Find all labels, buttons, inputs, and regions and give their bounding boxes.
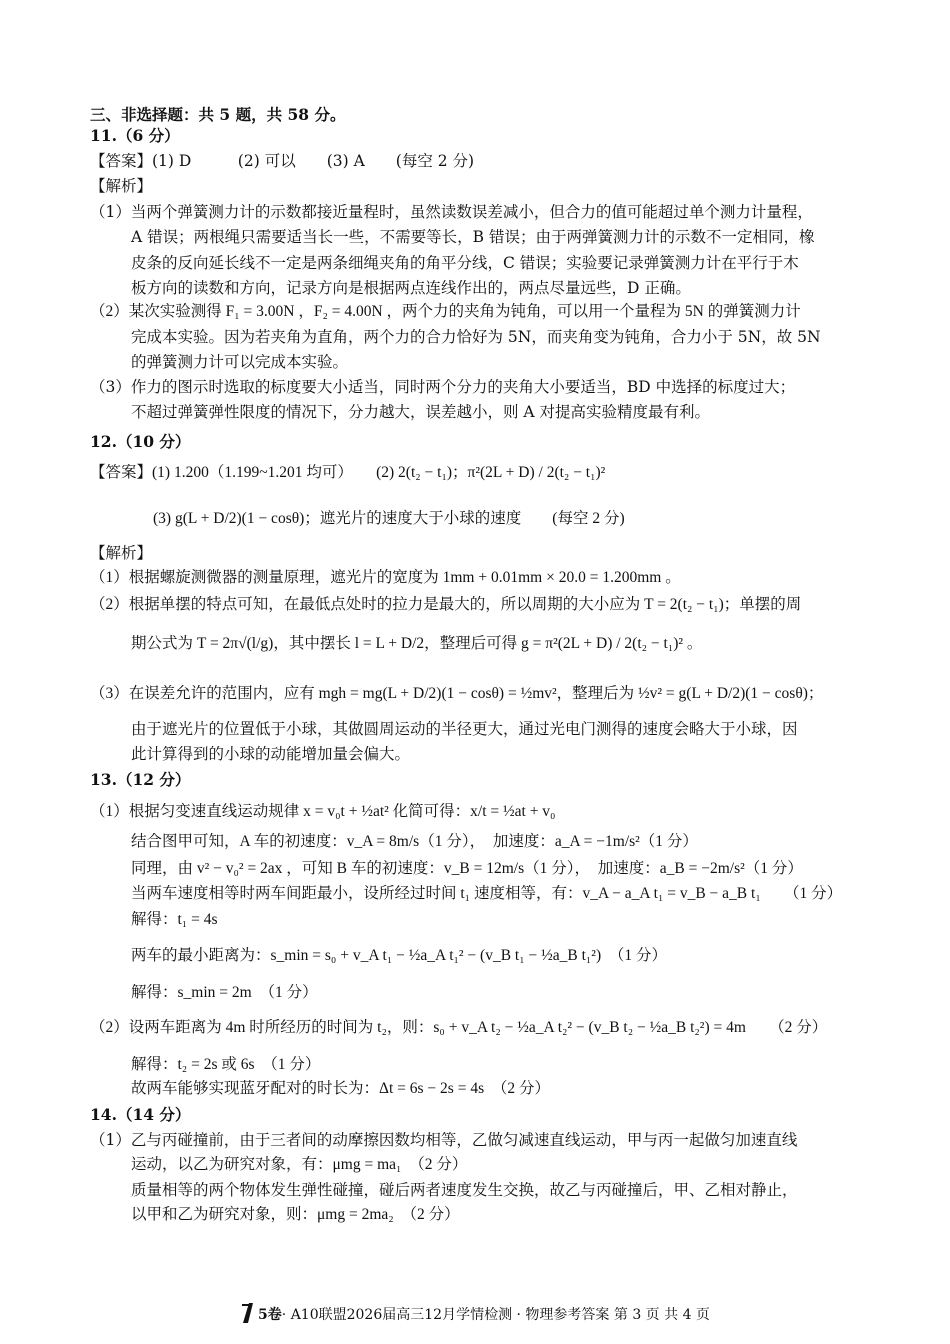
q13-line: 解得：t₁ = 4s [131,911,218,928]
question-12-heading: 12.（10 分） [90,432,191,451]
publisher-logo-icon [240,1302,256,1328]
q11-analysis-line: A 错误；两根绳只需要适当长一些，不需要等长，B 错误；由于两弹簧测力计的示数不一定相同，橡 [131,228,815,246]
q12-answer-3: (3) g(L + D/2)(1 − cosθ)；遮光片的速度大于小球的速度 (每空 2 分) [153,510,625,527]
q13-line: 两车的最小距离为：s_min = s₀ + v_A t₁ − ½a_A t₁² − (v_B t₁ − ½a_B t₁²) （1 分） [131,947,667,964]
q13-line: （1）根据匀变速直线运动规律 x = v₀t + ½at² 化简可得：x/t = ½at + v₀ [90,803,556,820]
q12-analysis-line: 期公式为 T = 2π√(l/g)，其中摆长 l = L + D/2，整理后可得 g = π²(2L + D) / 2(t₂ − t₁)² 。 [131,635,703,652]
q14-line: （1）乙与丙碰撞前，由于三者间的动摩擦因数均相等，乙做匀减速直线运动，甲与丙一起做匀加速直线 [90,1131,798,1149]
q13-line: 结合图甲可知，A 车的初速度：v_A = 8m/s（1 分）， 加速度：a_A = −1m/s²（1 分） [131,833,698,850]
q11-answer: 【答案】(1) D (2) 可以 (3) A (每空 2 分) [90,152,475,170]
q12-answer: 【答案】(1) 1.200（1.199~1.201 均可） (2) 2(t₂ − t₁)；π²(2L + D) / 2(t₂ − t₁)² [90,464,606,481]
q11-analysis-line: （3）作力的图示时选取的标度要大小适当，同时两个分力的夹角大小要适当，BD 中选择的标度过大； [90,378,796,396]
q13-line: 同理，由 v² − v₀² = 2ax ，可知 B 车的初速度：v_B = 12m/s（1 分）， 加速度：a_B = −2m/s²（1 分） [131,860,803,877]
section-heading: 三、非选择题：共 5 题，共 58 分。 [90,105,346,124]
q12-analysis-line: （2）根据单摆的特点可知，在最低点处时的拉力是最大的，所以周期的大小应为 T = 2(t₂ − t₁)；单摆的周 [90,596,802,613]
q13-line: 故两车能够实现蓝牙配对的时长为：Δt = 6s − 2s = 4s （2 分） [131,1080,550,1097]
q12-analysis-line: （1）根据螺旋测微器的测量原理，遮光片的宽度为 1mm + 0.01mm × 20.0 = 1.200mm 。 [90,569,681,586]
q14-line: 以甲和乙为研究对象，则：μmg = 2ma₂ （2 分） [131,1206,460,1223]
q13-line: 解得：t₂ = 2s 或 6s （1 分） [131,1056,321,1073]
q14-line: 运动，以乙为研究对象，有：μmg = ma₁ （2 分） [131,1156,468,1173]
footer-text: · A10联盟2026届高三12月学情检测 · 物理参考答案 第 3 页 共 4 页 [281,1307,710,1323]
q11-analysis-line: 皮条的反向延长线不一定是两条细绳夹角的角平分线，C 错误；实验要记录弹簧测力计在平行于木 [131,254,799,272]
q11-analysis-line: （1）当两个弹簧测力计的示数都接近量程时，虽然读数误差减小，但合力的值可能超过单个测力计量程， [90,203,813,221]
q12-analysis-line: 此计算得到的小球的动能增加量会偏大。 [131,745,411,763]
q13-line: 当两车速度相等时两车间距最小，设所经过时间 t₁ 速度相等，有：v_A − a_A t₁ = v_B − a_B t₁ （1 分） [131,885,843,902]
q14-line: 质量相等的两个物体发生弹性碰撞，碰后两者速度发生交换，故乙与丙碰撞后，甲、乙相对静止， [131,1181,798,1199]
q11-analysis-line: 板方向的读数和方向，记录方向是根据两点连线作出的，两点尽量远些，D 正确。 [131,279,691,297]
q12-analysis-label: 【解析】 [90,544,153,562]
q11-analysis-line: 的弹簧测力计可以完成本实验。 [131,353,349,371]
publisher-logo-text: 5卷 [258,1307,282,1323]
q13-line: （2）设两车距离为 4m 时所经历的时间为 t₂，则：s₀ + v_A t₂ − ½a_A t₂² − (v_B t₂ − ½a_B t₂²) = 4m （2 分） [90,1019,828,1036]
q13-line: 解得：s_min = 2m （1 分） [131,984,318,1001]
question-11-heading: 11.（6 分） [90,126,180,145]
q12-analysis-line: 由于遮光片的位置低于小球，其做圆周运动的半径更大，通过光电门测得的速度会略大于小球，因 [131,720,798,738]
q11-analysis-label: 【解析】 [90,177,153,195]
q12-analysis-line: （3）在误差允许的范围内，应有 mgh = mg(L + D/2)(1 − cosθ) = ½mv²，整理后为 ½v² = g(L + D/2)(1 − cosθ)； [90,685,824,702]
q11-analysis-line: （2）某次实验测得 F₁ = 3.00N ，F₂ = 4.00N ，两个力的夹角为钝角，可以用一个量程为 5N 的弹簧测力计 [90,303,801,320]
q11-analysis-line: 完成本实验。因为若夹角为直角，两个力的合力恰好为 5N，而夹角变为钝角，合力小于 5N，故 5N [131,328,821,346]
page-footer [0,1302,950,1328]
question-13-heading: 13.（12 分） [90,770,191,789]
q11-analysis-line: 不超过弹簧弹性限度的情况下，分力越大，误差越小，则 A 对提高实验精度最有利。 [131,403,711,421]
question-14-heading: 14.（14 分） [90,1105,191,1124]
